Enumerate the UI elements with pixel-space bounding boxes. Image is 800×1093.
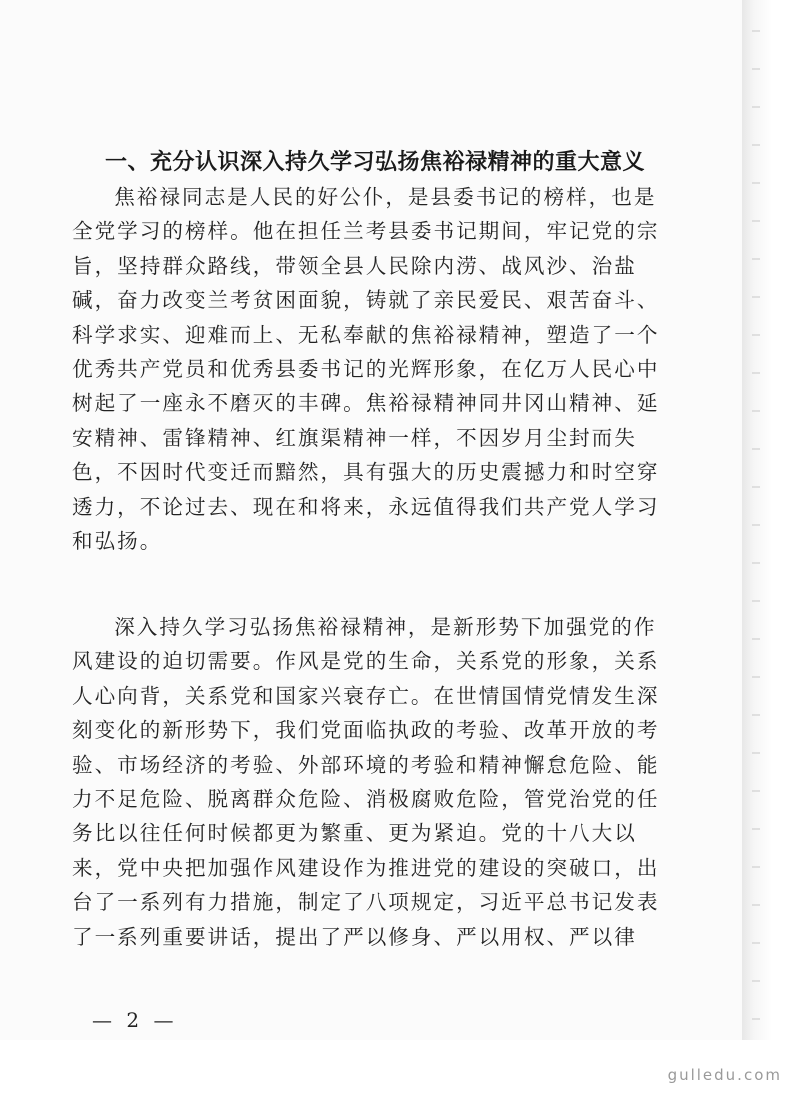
paragraph-2: 深入持久学习弘扬焦裕禄精神，是新形势下加强党的作风建设的迫切需要。作风是党的生命，关系党的形象，关系人心向背，关系党和国家兴衰存亡。在世情国情党情发生深刻变化的新形势下，我们党面临执政的考验、改革开放的考验、市场经济的考验、外部环境的考验和精神懈怠危险、能力不足危险、脱离群众危险、消极腐败危险，管党治党的任务比以往任何时候都更为繁重、更为紧迫。党的十八大以来，党中央把加强作风建设作为推进党的建设的突破口，出台了一系列有力措施，制定了八项规定，习近平总书记发表了一系列重要讲话，提出了严以修身、严以用权、严以律	[72, 615, 660, 949]
binder-marks	[752, 30, 760, 1030]
paragraph-1: 焦裕禄同志是人民的好公仆，是县委书记的榜样，也是全党学习的榜样。他在担任兰考县委书记期间，牢记党的宗旨，坚持群众路线，带领全县人民除内涝、战风沙、治盐碱，奋力改变兰考贫困面貌，铸就了亲民爱民、艰苦奋斗、科学求实、迎难而上、无私奉献的焦裕禄精神，塑造了一个优秀共产党员和优秀县委书记的光辉形象，在亿万人民心中树起了一座永不磨灭的丰碑。焦裕禄精神同井冈山精神、延安精神、雷锋精神、红旗渠精神一样，不因岁月尘封而失色，不因时代变迁而黯然，具有强大的历史震撼力和时空穿透力，不论过去、现在和将来，永远值得我们共产党人学习和弘扬。	[72, 185, 660, 554]
watermark: gulledu.com	[667, 1066, 782, 1084]
page-number: — 2 —	[92, 1008, 178, 1032]
section-heading: 一、充分认识深入持久学习弘扬焦裕禄精神的重大意义	[105, 150, 646, 175]
